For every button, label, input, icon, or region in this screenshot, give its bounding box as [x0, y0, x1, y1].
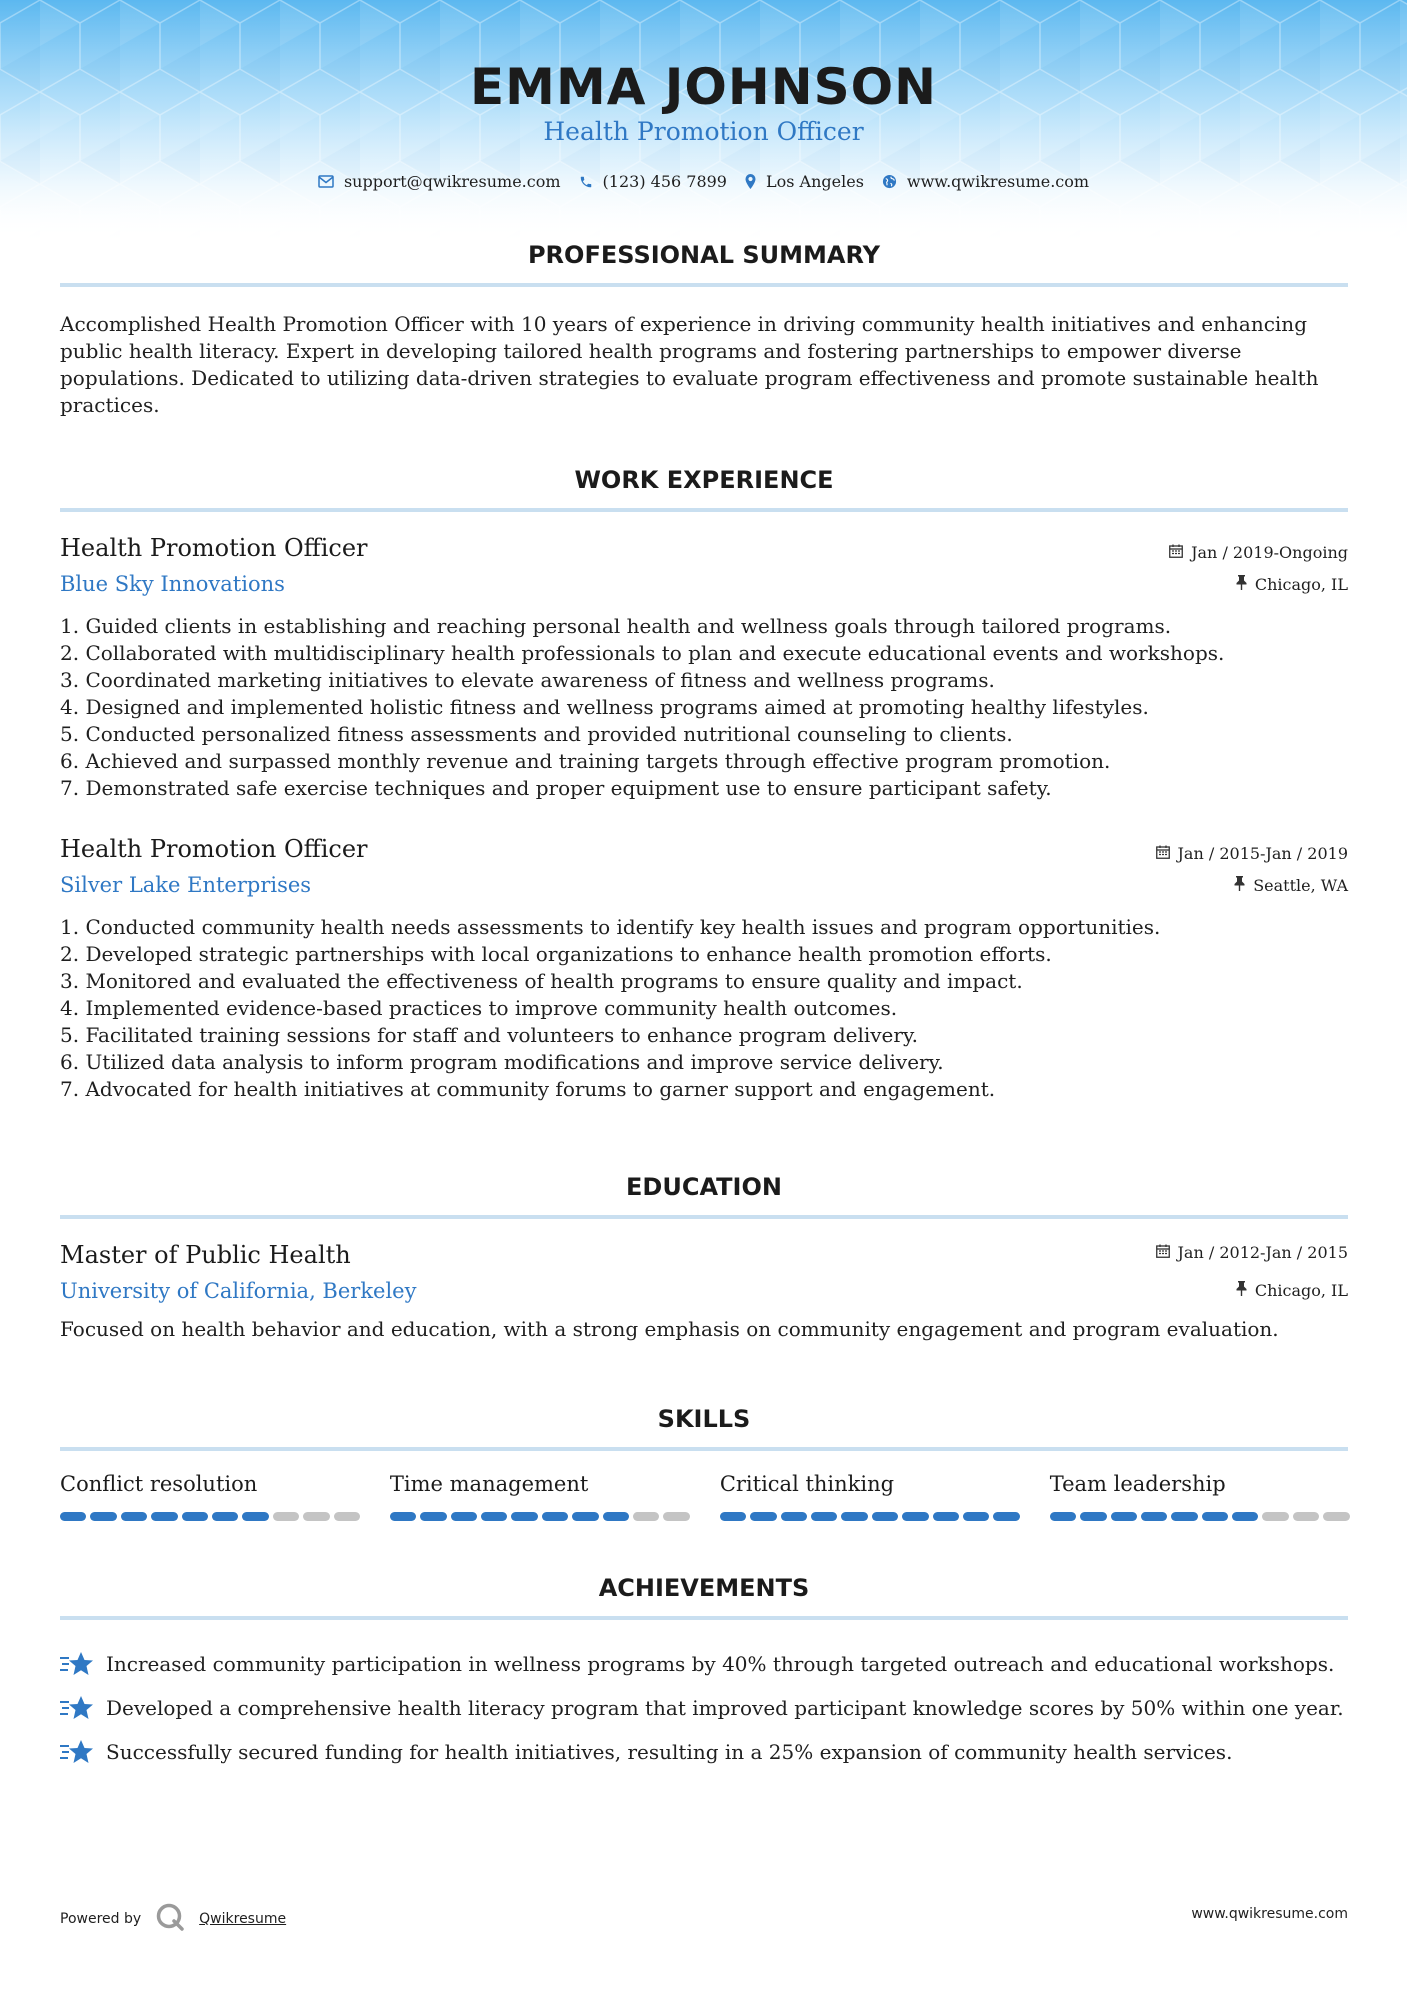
star-icon [60, 1738, 106, 1766]
skills-list [60, 1472, 1348, 1521]
list-item: 7. Demonstrated safe exercise techniques and proper equipment use to ensure participant safety. [60, 776, 1052, 800]
education-school: University of California, Berkeley [60, 1279, 417, 1303]
skill-segment-empty [303, 1512, 329, 1521]
skill-item [720, 1472, 1020, 1521]
contact-website-text: www.qwikresume.com [906, 172, 1090, 191]
summary-heading: PROFESSIONAL SUMMARY [527, 241, 881, 269]
job-1-title: Health Promotion Officer [60, 534, 368, 562]
summary-text: Accomplished Health Promotion Officer with 10 years of experience in driving community health initiatives and enhancing public health literacy. Expert in developing tailored health programs and fostering partnerships to empower diverse populations. Dedicated to utilizing data-driven strategies to evaluate program effectiveness and promote sustainable health practices. [60, 312, 1319, 417]
list-item: 1. Conducted community health needs assessments to identify key health issues and program opportunities. [60, 915, 1161, 939]
calendar-icon [1169, 544, 1183, 562]
skill-segment-filled [603, 1512, 629, 1521]
skill-name: Conflict resolution [60, 1472, 258, 1496]
list-item [60, 1686, 1348, 1730]
skill-segment-empty [663, 1512, 689, 1521]
list-item: 6. Achieved and surpassed monthly revenue and training targets through effective program promotion. [60, 749, 1111, 773]
skill-level-bar [1050, 1512, 1350, 1521]
skill-segment-filled [1141, 1512, 1167, 1521]
education-degree: Master of Public Health [60, 1241, 351, 1269]
job-1-location [1236, 575, 1348, 594]
candidate-name: EMMA JOHNSON [470, 58, 937, 116]
list-item: 1. Guided clients in establishing and reaching personal health and wellness goals through tailored programs. [60, 614, 1172, 638]
candidate-title: Health Promotion Officer [543, 117, 864, 146]
experience-heading: WORK EXPERIENCE [574, 466, 834, 494]
skill-segment-empty [334, 1512, 360, 1521]
skill-name: Team leadership [1049, 1472, 1226, 1496]
skill-segment-filled [121, 1512, 147, 1521]
education-divider [60, 1215, 1348, 1219]
skill-segment-filled [542, 1512, 568, 1521]
list-item: 2. Developed strategic partnerships with local organizations to enhance health promotion efforts. [60, 942, 1052, 966]
globe-icon [882, 174, 897, 189]
achievements-divider [60, 1616, 1348, 1620]
skill-segment-filled [811, 1512, 837, 1521]
skill-segment-filled [1232, 1512, 1258, 1521]
job-2-title: Health Promotion Officer [60, 835, 368, 863]
skill-segment-filled [390, 1512, 416, 1521]
star-icon [60, 1650, 106, 1678]
skills-divider [60, 1447, 1348, 1451]
skill-segment-filled [151, 1512, 177, 1521]
job-1-duties [60, 613, 1348, 802]
skill-segment-empty [633, 1512, 659, 1521]
skill-level-bar [60, 1512, 360, 1521]
skill-segment-filled [902, 1512, 928, 1521]
contact-email[interactable] [318, 172, 561, 191]
skill-segment-empty [1262, 1512, 1288, 1521]
achievements-heading: ACHIEVEMENTS [598, 1574, 810, 1602]
list-item [60, 1730, 1348, 1774]
contact-bar [0, 172, 1407, 191]
education-description: Focused on health behavior and education, with a strong emphasis on community engagement and program evaluation. [60, 1317, 1279, 1341]
skill-level-bar [720, 1512, 1020, 1521]
education-dates [1156, 1243, 1348, 1262]
list-item [60, 1642, 1348, 1686]
list-item: 5. Facilitated training sessions for staff and volunteers to enhance program delivery. [60, 1023, 918, 1047]
skill-segment-filled [1080, 1512, 1106, 1521]
education-location-text: Chicago, IL [1254, 1281, 1348, 1300]
achievement-text: Increased community participation in wellness programs by 40% through targeted outreach and educational workshops. [106, 1652, 1335, 1676]
skill-name: Critical thinking [719, 1472, 895, 1496]
brand-link[interactable]: Qwikresume [199, 1911, 287, 1927]
contact-location-text: Los Angeles [765, 172, 864, 191]
list-item: 4. Implemented evidence-based practices to improve community health outcomes. [60, 996, 898, 1020]
skill-segment-empty [273, 1512, 299, 1521]
map-pin-icon [745, 174, 756, 189]
skill-segment-filled [933, 1512, 959, 1521]
contact-phone-text: (123) 456 7899 [602, 172, 727, 191]
skill-segment-filled [841, 1512, 867, 1521]
footer-branding [60, 1902, 286, 1936]
job-2-location [1234, 876, 1348, 895]
skill-segment-filled [750, 1512, 776, 1521]
skill-segment-empty [1323, 1512, 1349, 1521]
experience-divider [60, 508, 1348, 512]
job-2-dates [1156, 844, 1348, 863]
calendar-icon [1156, 1244, 1170, 1262]
job-1-dates-text: Jan / 2019-Ongoing [1191, 543, 1348, 562]
job-1-dates [1169, 543, 1348, 562]
skill-segment-filled [481, 1512, 507, 1521]
skill-segment-filled [182, 1512, 208, 1521]
list-item: 4. Designed and implemented holistic fitness and wellness programs aimed at promoting healthy lifestyles. [60, 695, 1149, 719]
education-dates-text: Jan / 2012-Jan / 2015 [1177, 1243, 1348, 1262]
skill-level-bar [390, 1512, 690, 1521]
achievement-text: Developed a comprehensive health literacy program that improved participant knowledge scores by 50% within one year. [106, 1696, 1344, 1720]
skill-item [390, 1472, 690, 1521]
calendar-icon [1156, 845, 1170, 863]
skill-segment-filled [60, 1512, 86, 1521]
list-item: 2. Collaborated with multidisciplinary health professionals to plan and execute educational events and workshops. [60, 641, 1225, 665]
skill-segment-filled [720, 1512, 746, 1521]
skill-segment-filled [90, 1512, 116, 1521]
job-2-location-text: Seattle, WA [1253, 876, 1348, 895]
contact-email-text: support@qwikresume.com [343, 172, 561, 191]
pushpin-icon [1236, 575, 1247, 594]
skill-segment-filled [1111, 1512, 1137, 1521]
skill-segment-filled [781, 1512, 807, 1521]
job-2-duties [60, 914, 1348, 1103]
job-1-company: Blue Sky Innovations [60, 572, 285, 596]
skill-segment-filled [963, 1512, 989, 1521]
summary-divider [60, 283, 1348, 287]
list-item: 3. Monitored and evaluated the effectiveness of health programs to ensure quality and impact. [60, 969, 1023, 993]
skill-segment-filled [451, 1512, 477, 1521]
contact-phone[interactable] [579, 172, 727, 191]
skill-segment-filled [872, 1512, 898, 1521]
envelope-icon [318, 175, 334, 188]
job-2-dates-text: Jan / 2015-Jan / 2019 [1177, 844, 1348, 863]
contact-website[interactable] [882, 172, 1089, 191]
skill-segment-filled [420, 1512, 446, 1521]
list-item: 5. Conducted personalized fitness assessments and provided nutritional counseling to clients. [60, 722, 1013, 746]
skill-segment-filled [511, 1512, 537, 1521]
list-item: 3. Coordinated marketing initiatives to elevate awareness of fitness and wellness programs. [60, 668, 995, 692]
job-1-location-text: Chicago, IL [1254, 575, 1348, 594]
footer-website[interactable]: www.qwikresume.com [1191, 1906, 1348, 1922]
pushpin-icon [1236, 1281, 1247, 1300]
skill-segment-filled [1050, 1512, 1076, 1521]
qwikresume-logo-icon [155, 1902, 185, 1936]
skill-item [1050, 1472, 1350, 1521]
education-location [1236, 1281, 1348, 1300]
skill-item [60, 1472, 360, 1521]
skills-heading: SKILLS [657, 1405, 751, 1433]
skill-segment-filled [1171, 1512, 1197, 1521]
skill-segment-filled [1202, 1512, 1228, 1521]
powered-by-label: Powered by [60, 1911, 142, 1927]
skill-segment-empty [1293, 1512, 1319, 1521]
skill-segment-filled [572, 1512, 598, 1521]
education-heading: EDUCATION [626, 1173, 782, 1201]
skill-segment-filled [242, 1512, 268, 1521]
skill-segment-filled [993, 1512, 1019, 1521]
star-icon [60, 1694, 106, 1722]
phone-icon [579, 175, 593, 189]
pushpin-icon [1234, 876, 1245, 895]
list-item: 7. Advocated for health initiatives at community forums to garner support and engagement. [60, 1077, 996, 1101]
contact-location [745, 172, 864, 191]
job-2-company: Silver Lake Enterprises [60, 873, 312, 897]
skill-segment-filled [212, 1512, 238, 1521]
achievement-text: Successfully secured funding for health initiatives, resulting in a 25% expansion of community health services. [106, 1740, 1233, 1764]
list-item: 6. Utilized data analysis to inform program modifications and improve service delivery. [60, 1050, 944, 1074]
achievements-list [60, 1642, 1348, 1774]
skill-name: Time management [389, 1472, 589, 1496]
